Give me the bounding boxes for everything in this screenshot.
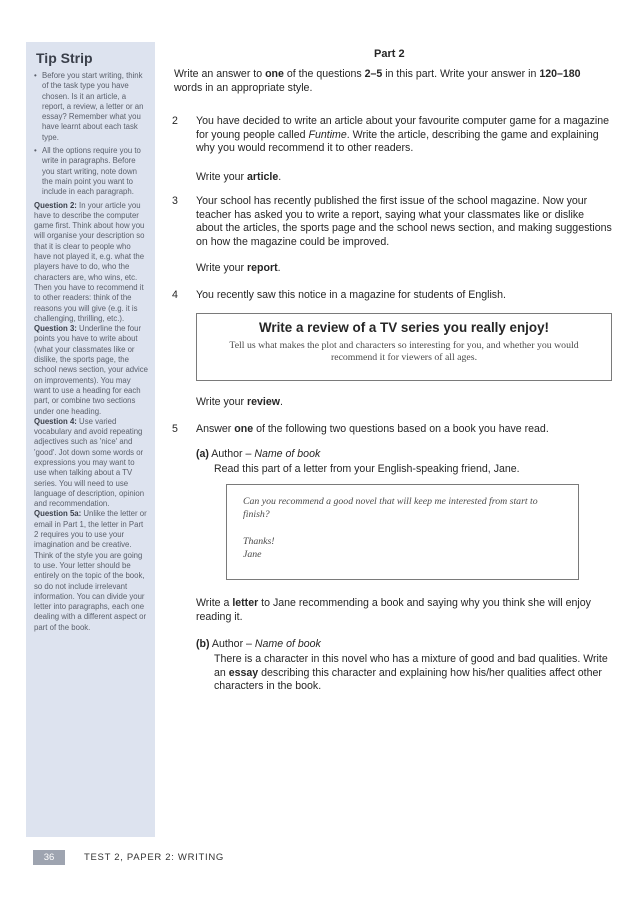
- tip-q5a-heading: Question 5a:: [34, 509, 82, 519]
- q2-text: You have decided to write an article about your favourite computer game for a magazine for young people called: [196, 115, 610, 141]
- page-number: 36: [33, 850, 65, 865]
- tip-strip: [26, 42, 155, 837]
- q2-task-text: Write your: [196, 171, 248, 183]
- question-5a-text: Read this part of a letter from your English-speaking friend, Jane.: [214, 463, 520, 475]
- tip-q3-heading: Question 3:: [34, 324, 77, 334]
- tip-q4-heading: Question 4:: [34, 416, 77, 426]
- question-4-number: 4: [172, 289, 178, 301]
- tip-question-2: [34, 201, 149, 325]
- tip-question-3: [34, 324, 149, 417]
- letter-thanks: Thanks!: [243, 536, 275, 547]
- q5b-text: describing this character and explaining how his/her qualities affect other characters in the book.: [214, 666, 602, 693]
- tip-q3-text: Underline the four points you have to write about (what your classmates like or dislike, the sports page, the school news section, your advice on improvements). You may want to use a heading for each part, or combine two sections under one heading.: [34, 324, 148, 416]
- q2-task-text: .: [278, 171, 282, 183]
- tip-q4-text: Use varied vocabulary and avoid repeating adjectives such as 'nice' and 'good'. Jot down some words or expressions you may want to use when talking about a TV series. You will need to use language of description, opinion and recommendation.: [34, 416, 145, 509]
- intro-text: in this part. Write your answer in: [382, 68, 540, 80]
- intro-text: words in an appropriate style.: [174, 81, 313, 94]
- notice-heading: Write a review of a TV series you really enjoy!: [258, 320, 549, 335]
- q5-text: Answer: [196, 423, 235, 435]
- q5a-author: Author –: [208, 448, 255, 460]
- tip-question-4: [34, 417, 149, 510]
- tip-q2-heading: Question 2:: [34, 200, 77, 210]
- letter-request: Can you recommend a good novel that will keep me interested from start to finish?: [243, 496, 538, 520]
- q3-task-text: .: [277, 262, 281, 274]
- tip-bullet-task-type: • Before you start writing, think of the task type you have chosen. Is it an article, a report, a review, a letter or an essay? Remember what you have learnt about each task type.: [34, 71, 149, 143]
- q5a-label: (a): [196, 448, 209, 460]
- q5b-author: Author –: [209, 638, 255, 650]
- letter-signature: Jane: [243, 549, 262, 560]
- q5-bold: one: [234, 423, 254, 435]
- question-2-task: [196, 171, 612, 185]
- q3-task-type: report: [247, 262, 278, 274]
- intro-bold: one: [265, 68, 284, 80]
- jane-letter: [226, 484, 579, 580]
- q5a-task-text: Write a: [196, 597, 233, 609]
- tip-strip-title: Tip Strip: [36, 50, 93, 66]
- question-5b-text: [214, 653, 612, 694]
- question-5-text: [196, 423, 612, 437]
- q2-magazine-name: Funtime: [308, 128, 347, 141]
- question-3-number: 3: [172, 195, 178, 207]
- part-title: Part 2: [374, 48, 405, 60]
- intro-text: of the questions: [283, 68, 365, 80]
- question-5a-heading: [196, 448, 612, 462]
- question-5-number: 5: [172, 423, 178, 435]
- page-footer: TEST 2, PAPER 2: WRITING: [84, 852, 224, 863]
- question-5b-heading: [196, 638, 612, 652]
- intro-bold: 2–5: [364, 68, 383, 80]
- question-5a-task: [196, 597, 612, 624]
- q5-text: of the following two questions based on a book you have read.: [253, 423, 549, 435]
- q5a-book-name: Name of book: [254, 448, 321, 460]
- q5a-task-text: to Jane recommending a book and saying why you think she will enjoy reading it.: [196, 597, 591, 623]
- question-3-text: Your school has recently published the first issue of the school magazine. Now your teacher has asked you to write a report, saying what your classmates like or dislike about the articles, the sports page and the school news section, and making suggestions on how the magazine could be improved.: [196, 195, 612, 248]
- tip-bullet-paragraphs: • All the options require you to write in paragraphs. Before you start writing, note down the main point you want to include in each paragraph.: [34, 146, 149, 197]
- question-2-text: [196, 115, 612, 156]
- intro-bold: 120–180: [539, 68, 581, 80]
- q5b-task-type: essay: [228, 666, 259, 679]
- tip-q2-text: In your article you have to describe the computer game first. Think about how you will organise your description so that it is clear to people who have not played it, e.g. what the players have to do, who the characters are, who wins, etc. Then you have to recommend it to other readers: think of the reasons you will give (e.g. it is challenging, thrilling, etc.).: [34, 200, 145, 323]
- q3-task-text: Write your: [196, 262, 248, 274]
- notice-body: Tell us what makes the plot and characters so interesting for you, and whether you would recommend it for viewers of all ages.: [229, 340, 579, 364]
- part-instructions: [174, 68, 594, 95]
- tip-q5a-text: Unlike the letter or email in Part 1, the letter in Part 2 requires you to use your imagination and be creative. Think of the style you are going to use. Your letter should be entirely on the topic of the book, so do not include irrelevant information. You can divide your letter into paragraphs, each one dealing with a different aspect or part of the book.: [34, 509, 147, 632]
- question-2-number: 2: [172, 115, 178, 127]
- q2-text: . Write the article, describing the game and explaining why you would recommend it to other readers.: [196, 128, 599, 155]
- tv-review-notice: [196, 313, 612, 381]
- q4-task-type: review: [247, 396, 281, 408]
- q5b-book-name: Name of book: [254, 638, 321, 650]
- q5b-label: (b): [196, 638, 210, 650]
- question-4-text: You recently saw this notice in a magazine for students of English.: [196, 289, 506, 301]
- q5b-text: There is a character in this novel who has a mixture of good and bad qualities. Write an: [214, 653, 608, 679]
- tip-question-5a: [34, 509, 149, 633]
- question-3-task: [196, 262, 612, 276]
- intro-text: Write an answer to: [174, 68, 266, 80]
- q4-task-text: Write your: [196, 396, 248, 408]
- question-4-task: [196, 396, 612, 410]
- q4-task-text: .: [280, 396, 283, 408]
- q5a-task-type: letter: [232, 597, 259, 609]
- q2-task-type: article: [247, 171, 279, 183]
